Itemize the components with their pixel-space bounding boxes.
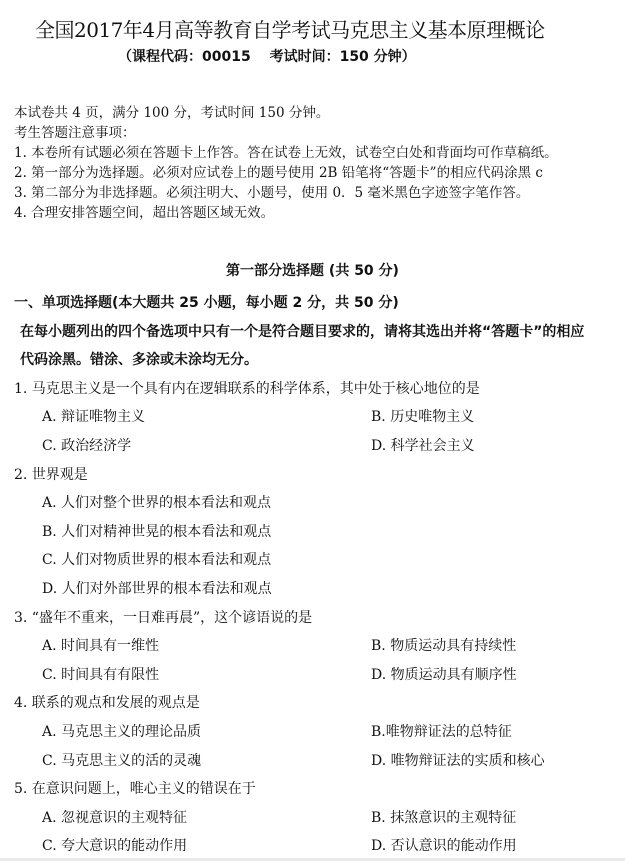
option-row — [14, 661, 624, 690]
note-line: 4. 合理安排答题空间，超出答题区域无效。 — [14, 205, 275, 221]
option-row — [14, 403, 624, 432]
question-stem: 4. 联系的观点和发展的观点是 — [14, 695, 200, 712]
note-line: 2. 第一部分为选择题。必须对应试卷上的题号使用 2B 铅笔将“答题卡”的相应代码涂黑 c — [14, 165, 543, 181]
option: C. 时间具有有限性 — [42, 666, 160, 683]
option: D. 唯物辩证法的实质和核心 — [371, 752, 545, 769]
option-row — [14, 632, 624, 661]
note-line: 3. 第二部分为非选择题。必须注明大、小题号，使用 0．5 毫米黑色字迹签字笔作答。 — [14, 185, 530, 201]
option-row — [14, 518, 624, 547]
option-row — [14, 804, 624, 833]
exam-subtitle: （课程代码：00015 考试时间：150 分钟） — [118, 49, 416, 65]
option: C. 人们对物质世界的根本看法和观点 — [42, 552, 272, 569]
option-row — [14, 489, 624, 518]
option: B.唯物辩证法的总特征 — [371, 723, 512, 740]
option-row — [14, 575, 624, 604]
question-stem: 5. 在意识问题上，唯心主义的错误在于 — [14, 781, 256, 798]
option: D. 否认意识的能动作用 — [371, 838, 517, 855]
exam-notes — [14, 103, 558, 223]
question-stem: 1. 马克思主义是一个具有内在逻辑联系的科学体系，其中处于核心地位的是 — [14, 380, 480, 397]
option: A. 辩证唯物主义 — [42, 409, 146, 426]
option: B. 历史唯物主义 — [371, 409, 475, 426]
option: B. 物质运动具有持续性 — [371, 638, 517, 655]
note-line: 考生答题注意事项： — [14, 125, 136, 141]
option: C. 政治经济学 — [42, 437, 132, 454]
option: D. 人们对外部世界的根本看法和观点 — [42, 580, 272, 597]
option-row — [14, 832, 624, 861]
part-heading: 第一部分选择题 (共 50 分) — [226, 263, 399, 279]
option: C. 马克思主义的活的灵魂 — [42, 752, 202, 769]
option: D. 科学社会主义 — [371, 437, 475, 454]
note-line: 1. 本卷所有试题必须在答题卡上作答。答在试卷上无效，试卷空白处和背面均可作草稿纸。 — [14, 145, 558, 161]
option-row — [14, 546, 624, 575]
option: A. 时间具有一维性 — [42, 638, 160, 655]
note-line: 本试卷共 4 页，满分 100 分，考试时间 150 分钟。 — [14, 105, 330, 121]
option: A. 忽视意识的主观特征 — [42, 809, 188, 826]
section-heading: 一、单项选择题(本大题共 25 小题，每小题 2 分，共 50 分) — [14, 295, 399, 311]
option-row — [14, 747, 624, 776]
option-row — [14, 432, 624, 461]
section-instruction: 在每小题列出的四个备选项中只有一个是符合题目要求的，请将其选出并将“答题卡”的相应 — [20, 323, 585, 340]
option: C. 夸大意识的能动作用 — [42, 838, 188, 855]
question-section — [14, 289, 624, 861]
exam-title: 全国2017年4月高等教育自学考试马克思主义基本原理概论 — [35, 18, 545, 42]
option: A. 人们对整个世界的根本看法和观点 — [42, 495, 272, 512]
section-instruction: 代码涂黑。错涂、多涂或未涂均无分。 — [20, 352, 258, 369]
option: A. 马克思主义的理论品质 — [42, 723, 202, 740]
question-stem: 3. “盛年不重来，一日难再晨”，这个谚语说的是 — [14, 609, 313, 626]
option: B. 人们对精神世晃的根本看法和观点 — [42, 523, 272, 540]
option: B. 抹煞意识的主观特征 — [371, 809, 517, 826]
option: D. 物质运动具有顺序性 — [371, 666, 517, 683]
question-stem: 2. 世界观是 — [14, 466, 88, 483]
option-row — [14, 718, 624, 747]
